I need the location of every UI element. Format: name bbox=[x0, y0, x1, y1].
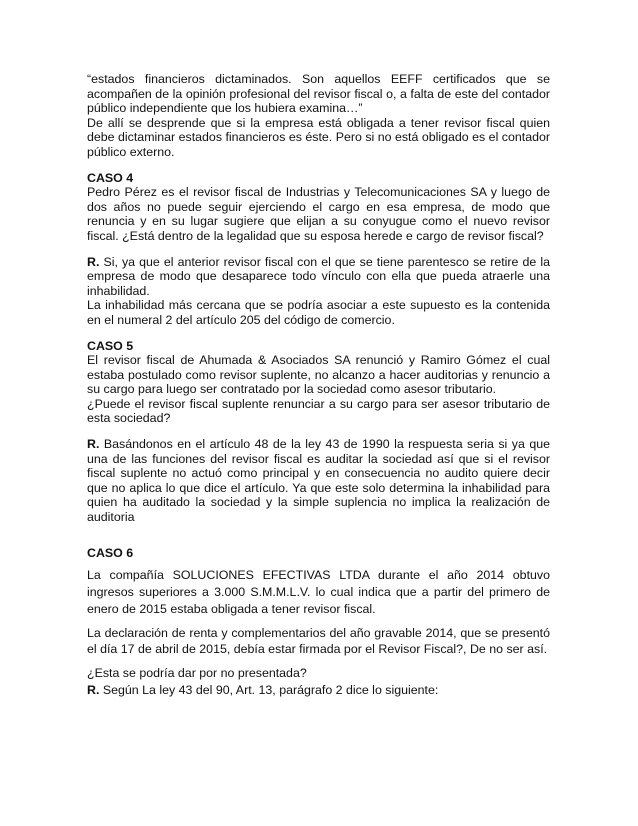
caso-6-heading: CASO 6 bbox=[87, 545, 134, 560]
caso-5-question-2: ¿Puede el revisor fiscal suplente renunciar a su cargo para ser asesor tributario de esta sociedad? bbox=[87, 396, 550, 426]
answer-label: R. bbox=[87, 254, 100, 269]
intro-quote: “estados financieros dictaminados. Son aquellos EEFF certificados que se acompañen de la opinión profesional del revisor fiscal o, a falta de este del contador público independiente que los hubiera examina…” bbox=[87, 72, 550, 116]
document-page bbox=[87, 72, 550, 699]
caso-6-answer-text: Según La ley 43 del 90, Art. 13, parágrafo 2 dice lo siguiente: bbox=[99, 683, 439, 697]
answer-label: R. bbox=[87, 683, 100, 697]
caso-4-question: Pedro Pérez es el revisor fiscal de Industrias y Telecomunicaciones SA y luego de dos años no puede seguir ejerciendo el cargo en esa empresa, de modo que renuncia y en su lugar sugiere que elijan a su conyugue como el nuevo revisor fiscal. ¿Está dentro de la legalidad que su esposa herede e cargo de revisor fiscal? bbox=[87, 185, 550, 243]
caso-6-paragraph-2: La declaración de renta y complementarios del año gravable 2014, que se presentó el día 17 de abril de 2015, debía estar firmada por el Revisor Fiscal?, De no ser así. bbox=[87, 625, 550, 657]
caso-4-heading: CASO 4 bbox=[87, 170, 134, 185]
caso-4-answer-text: Si, ya que el anterior revisor fiscal con el que se tiene parentesco se retire de la empresa de modo que desaparece todo vínculo con ella que pueda atraerle una inhabilidad. bbox=[87, 254, 550, 298]
caso-4-answer-2: La inhabilidad más cercana que se podría asociar a este supuesto es la contenida en el numeral 2 del artículo 205 del código de comercio. bbox=[87, 298, 550, 327]
caso-6-question: ¿Esta se podría dar por no presentada? bbox=[87, 666, 307, 681]
caso-5-answer-text: Basándonos en el artículo 48 de la ley 43 de 1990 la respuesta seria si ya que una de las funciones del revisor fiscal es auditar la sociedad así que si el revisor fiscal suplente no actuó como principal y en consecuencia no audito quiere decir que no aplica lo que dice el artículo. Ya que este solo determina la inhabilidad para quien ha auditado la sociedad y la simple suplencia no implica la realización de auditoria bbox=[87, 437, 550, 525]
caso-4-answer bbox=[87, 255, 550, 299]
caso-6-paragraph-1: La compañía SOLUCIONES EFECTIVAS LTDA durante el año 2014 obtuvo ingresos superiores a 3.000 S.M.M.L.V. lo cual indica que a partir del primero de enero de 2015 estaba obligada a tener revisor fiscal. bbox=[87, 568, 550, 616]
caso-6-answer bbox=[87, 682, 550, 699]
answer-label: R. bbox=[87, 437, 100, 452]
intro-conclusion: De allí se desprende que si la empresa está obligada a tener revisor fiscal quien debe dictaminar estados financieros es éste. Pero si no está obligado es el contador público externo. bbox=[87, 115, 550, 159]
caso-5-answer bbox=[87, 437, 550, 525]
caso-5-heading: CASO 5 bbox=[87, 338, 134, 353]
caso-5-question: El revisor fiscal de Ahumada & Asociados SA renunció y Ramiro Gómez el cual estaba postulado como revisor suplente, no alcanzo a hacer auditorias y renuncio a su cargo para luego ser contratado por la sociedad como asesor tributario. bbox=[87, 353, 550, 397]
